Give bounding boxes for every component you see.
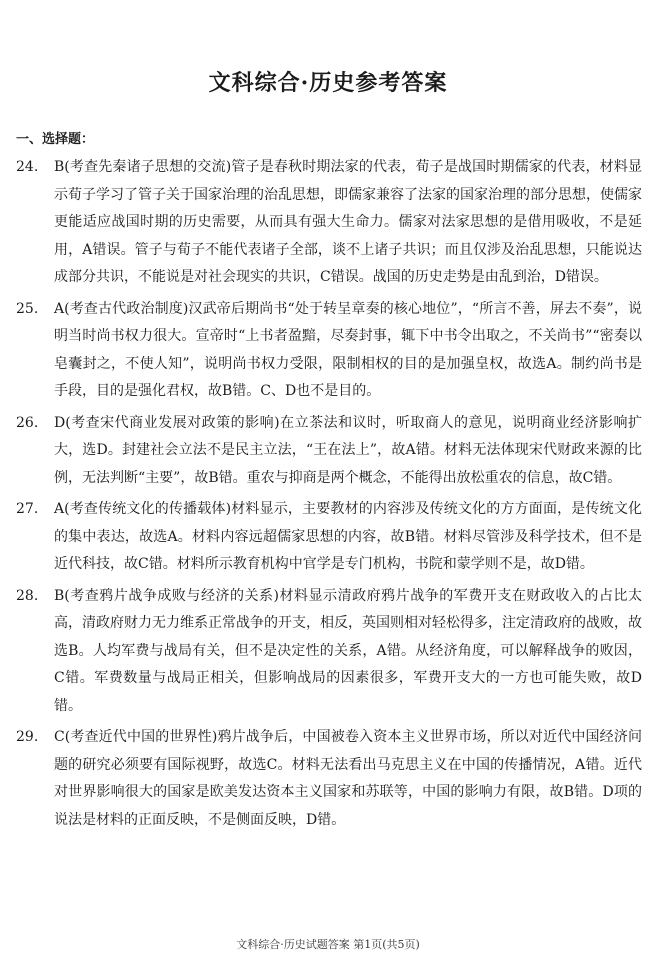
page-title: 文科综合·历史参考答案 (208, 70, 448, 96)
question-number: 26. (16, 414, 39, 431)
section-heading: 一、选择题： (16, 132, 95, 147)
question-number: 25. (16, 300, 39, 317)
answer-item (16, 496, 642, 579)
answer-item (16, 410, 642, 493)
answer-text: D(考查宋代商业发展对政策的影响)在立茶法和议时，听取商人的意见，说明商业经济影响扩大，选D。封建社会立法不是民主立法，“王在法上”，故A错。材料无法体现宋代财政来源的比例，无法判断“主要”，故B错。重农与抑商是两个概念，不能得出放松重农的信息，故C错。 (54, 414, 642, 486)
answer-item (16, 583, 642, 721)
question-number: 27. (16, 501, 39, 517)
question-number: 24. (16, 159, 39, 175)
answer-text: B(考查鸦片战争成败与经济的关系)材料显示清政府鸦片战争的军费开支在财政收入的占比太高，清政府财力无力维系正常战争的开支，相反，英国则相对轻松得多，注定清政府的战败，故选B。人均军费与战局有关，但不是决定性的关系，A错。从经济角度，可以解释战争的败因，C错。军费数量与战局正相关，但影响战局的因素很多，军费开支大的一方也可能失败，故D错。 (54, 587, 642, 714)
answer-text: A(考查古代政治制度)汉武帝后期尚书“处于转呈章奏的核心地位”，“所言不善，屏去不奏”，说明当时尚书权力很大。宣帝时“上书者盈黯，尽奏封事，辄下中书令出取之，不关尚书”“密奏以皂囊封之，不使人知”，说明尚书权力受限，限制相权的目的是加强皇权，故选A。制约尚书是手段，目的是强化君权，故B错。C、D也不是目的。 (54, 300, 642, 399)
answer-list (16, 154, 642, 838)
answer-text: B(考查先秦诸子思想的交流)管子是春秋时期法家的代表，荀子是战国时期儒家的代表，材料显示荀子学习了管子关于国家治理的治乱思想，即儒家兼容了法家的国家治理的部分思想，使儒家更能适应战国时期的历史需要，从而具有强大生命力。儒家对法家思想的是借用吸收，不是延用，A错误。管子与荀子不能代表诸子全部，谈不上诸子共识；而且仅涉及治乱思想，只能说达成部分共识，不能说是对社会现实的共识，C错误。战国的历史走势是由乱到治，D错误。 (54, 159, 642, 285)
answer-text: C(考查近代中国的世界性)鸦片战争后，中国被卷入资本主义世界市场，所以对近代中国经济问题的研究必须要有国际视野，故选C。材料无法看出马克思主义在中国的传播情况，A错。近代对世界影响很大的国家是欧美发达资本主义国家和苏联等，中国的影响力有限，故B错。D项的说法是材料的正面反映，不是侧面反映，D错。 (54, 729, 642, 828)
answer-item (16, 724, 642, 834)
answer-item (16, 154, 642, 292)
question-number: 29. (16, 729, 39, 745)
answer-item (16, 296, 642, 406)
answer-text: A(考查传统文化的传播载体)材料显示，主要教材的内容涉及传统文化的方方面面，是传统文化的集中表达，故选A。材料内容远超儒家思想的内容，故B错。材料尽管涉及科学技术，但不是近代科技，故C错。材料所示教育机构中官学是专门机构，书院和蒙学则不是，故D错。 (54, 501, 642, 572)
page-footer: 文科综合·历史试题答案 第1页(共5页) (236, 938, 420, 951)
question-number: 28. (16, 587, 39, 604)
